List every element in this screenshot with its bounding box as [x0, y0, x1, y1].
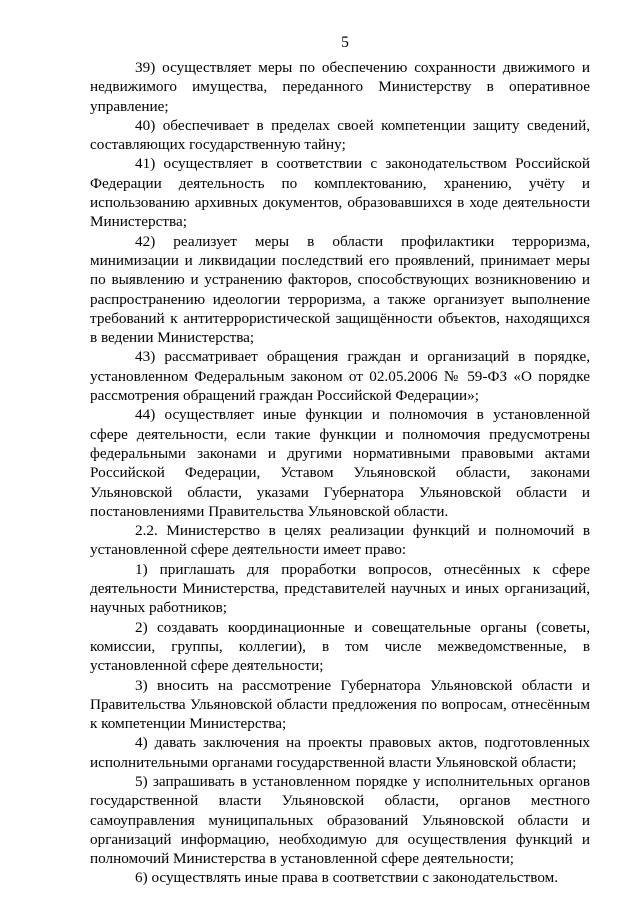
right-item-6: 6) осуществлять иные права в соответствии с законодательством.	[135, 869, 559, 887]
right-item-5: 5) запрашивать в установленном порядке у исполнительных органов государственной власти Ульяновской области, органов местного самоуправления муниципальных образований Ульяновской области и организаций информацию, необходимую для осуществления функций и полномочий Министерства в установленной сфере деятельности;	[90, 772, 590, 868]
right-item-2: 2) создавать координационные и совещательные органы (советы, комиссии, группы, коллегии), в том числе межведомственные, в установленной сфере деятельности;	[90, 618, 590, 675]
paragraph-39: 39) осуществляет меры по обеспечению сохранности движимого и недвижимого имущества, переданного Министерству в оперативное управление;	[90, 59, 590, 115]
paragraph-41: 41) осуществляет в соответствии с законодательством Российской Федерации деятельность по комплектованию, хранению, учёту и использованию архивных документов, образовавшихся в ходе деятельности Министерства;	[90, 155, 590, 231]
right-item-3: 3) вносить на рассмотрение Губернатора Ульяновской области и Правительства Ульяновской области предложения по вопросам, отнесённым к компетенции Министерства;	[90, 676, 590, 733]
paragraph-42: 42) реализует меры в области профилактики терроризма, минимизации и ликвидации последствий его проявлений, принимает меры по выявлению и устранению факторов, способствующих возникновению и распространению идеологии терроризма, а также организует выполнение требований к антитеррористической защищённости объектов, находящихся в ведении Министерства;	[90, 232, 590, 347]
section-2-2-intro: 2.2. Министерство в целях реализации функций и полномочий в установленной сфере деятельности имеет право:	[90, 522, 590, 559]
right-item-4: 4) давать заключения на проекты правовых актов, подготовленных исполнительными органами государственной власти Ульяновской области;	[90, 734, 590, 771]
page-number: 5	[341, 34, 349, 51]
paragraph-40: 40) обеспечивает в пределах своей компетенции защиту сведений, составляющих государственную тайну;	[90, 116, 590, 154]
right-item-1: 1) приглашать для проработки вопросов, отнесённых к сфере деятельности Министерства, представителей научных и иных организаций, научных работников;	[90, 560, 590, 617]
paragraph-44: 44) осуществляет иные функции и полномочия в установленной сфере деятельности, если такие функции и полномочия предусмотрены федеральными законами и другими нормативными правовыми актами Российской Федерации, Уставом Ульяновской области, законами Ульяновской области, указами Губернатора Ульяновской области и постановлениями Правительства Ульяновской области.	[90, 406, 590, 520]
paragraph-43: 43) рассматривает обращения граждан и организаций в порядке, установленном Федеральным законом от 02.05.2006 № 59-ФЗ «О порядке рассмотрения обращений граждан Российской Федерации»;	[90, 348, 590, 405]
